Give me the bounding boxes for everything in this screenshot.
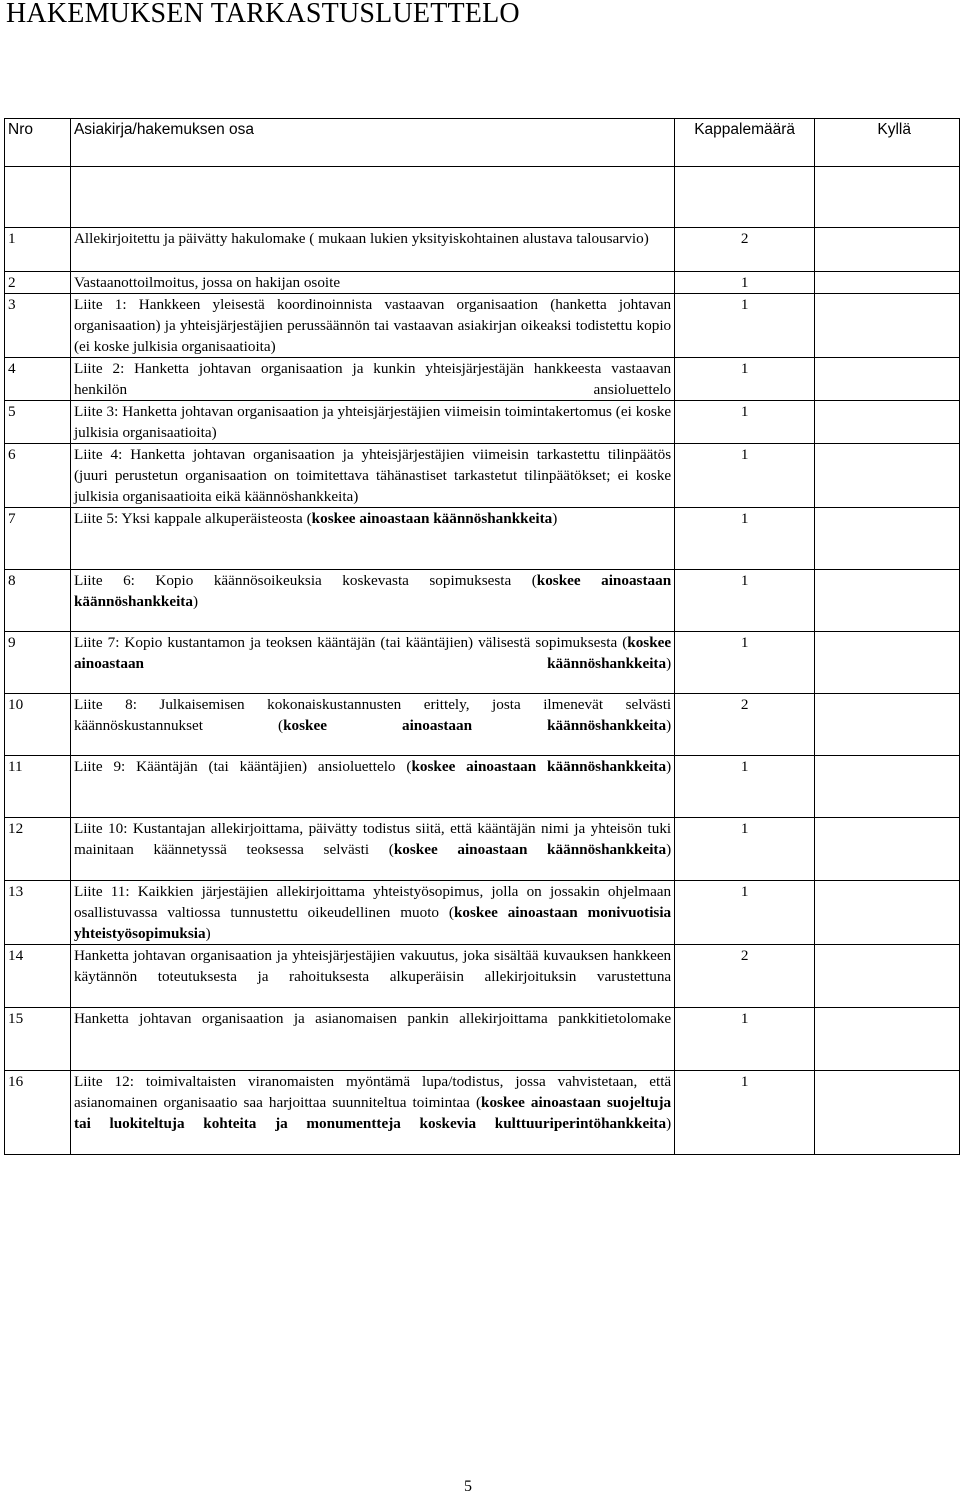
table-row	[5, 945, 960, 1008]
document-description	[70, 570, 674, 632]
yes-checkbox-cell[interactable]	[815, 818, 960, 881]
row-number: 9	[5, 632, 71, 694]
header-count: Kappalemäärä	[675, 119, 815, 167]
row-number: 8	[5, 570, 71, 632]
description-text: )	[666, 717, 672, 734]
table-row	[5, 1071, 960, 1155]
row-number: 5	[5, 401, 71, 444]
yes-checkbox-cell[interactable]	[815, 444, 960, 508]
table-header-row	[5, 119, 960, 167]
yes-checkbox-cell[interactable]	[815, 272, 960, 294]
document-description	[70, 1071, 674, 1155]
table-row	[5, 272, 960, 294]
table-row	[5, 818, 960, 881]
copy-count: 1	[675, 570, 815, 632]
table-row	[5, 570, 960, 632]
document-description	[70, 818, 674, 881]
blank-cell	[675, 167, 815, 228]
yes-checkbox-cell[interactable]	[815, 570, 960, 632]
copy-count: 1	[675, 401, 815, 444]
yes-checkbox-cell[interactable]	[815, 294, 960, 358]
row-number: 11	[5, 756, 71, 818]
document-description	[70, 272, 674, 294]
document-description	[70, 881, 674, 945]
copy-count: 1	[675, 756, 815, 818]
header-yes: Kyllä	[815, 119, 960, 167]
copy-count: 1	[675, 508, 815, 570]
table-row	[5, 881, 960, 945]
emphasis-text: koskee ainoastaan käännöshankkeita	[311, 510, 553, 527]
description-text: Liite 10: Kustantajan allekirjoittama, päivätty todistus siitä, että kääntäjän nimi ja yhteisön tuki mainitaan käännetyssä teoksessa selvästi (	[73, 820, 672, 858]
emphasis-text: koskee ainoastaan käännöshankkeita	[411, 758, 667, 775]
table-row	[5, 632, 960, 694]
blank-cell	[815, 167, 960, 228]
row-number: 3	[5, 294, 71, 358]
row-number: 1	[5, 228, 71, 272]
yes-checkbox-cell[interactable]	[815, 401, 960, 444]
document-description	[70, 294, 674, 358]
header-document: Asiakirja/hakemuksen osa	[70, 119, 674, 167]
description-text: Liite 11: Kaikkien järjestäjien allekirjoittama yhteistyösopimus, jolla on jossakin ohjelmaan osallistuvassa valtiossa tunnustettu oikeudellinen muoto (	[73, 883, 672, 921]
description-text: Liite 6: Kopio käännösoikeuksia koskevasta sopimuksesta (	[73, 572, 537, 589]
description-text: Hanketta johtavan organisaation ja asianomaisen pankin allekirjoittama pankkitietolomake	[73, 1010, 672, 1027]
yes-checkbox-cell[interactable]	[815, 694, 960, 756]
row-number: 14	[5, 945, 71, 1008]
table-row	[5, 508, 960, 570]
document-description	[70, 945, 674, 1008]
description-text: )	[192, 593, 199, 610]
document-description	[70, 632, 674, 694]
yes-checkbox-cell[interactable]	[815, 945, 960, 1008]
description-text: Vastaanottoilmoitus, jossa on hakijan osoite	[73, 274, 341, 291]
yes-checkbox-cell[interactable]	[815, 632, 960, 694]
description-text: )	[666, 655, 672, 672]
description-text: Liite 9: Kääntäjän (tai kääntäjien) ansioluettelo (	[73, 758, 412, 775]
row-number: 2	[5, 272, 71, 294]
table-row	[5, 228, 960, 272]
description-text: )	[666, 1115, 672, 1132]
description-text: )	[666, 841, 672, 858]
description-text: Liite 2: Hanketta johtavan organisaation ja kunkin yhteisjärjestäjän hankkeesta vastaavan henkilön ansioluettelo	[73, 360, 672, 398]
table-row	[5, 358, 960, 401]
copy-count: 2	[675, 694, 815, 756]
description-text: Allekirjoitettu ja päivätty hakulomake ( mukaan lukien yksityiskohtainen alustava talousarvio)	[73, 230, 649, 247]
emphasis-text: koskee ainoastaan käännöshankkeita	[73, 634, 672, 672]
description-text: Liite 5: Yksi kappale alkuperäisteosta (	[73, 510, 312, 527]
yes-checkbox-cell[interactable]	[815, 228, 960, 272]
page-number: 5	[464, 1478, 472, 1495]
description-text: Liite 3: Hanketta johtavan organisaation ja yhteisjärjestäjien viimeisin toimintakertomus (ei koske julkisia organisaatioita)	[73, 403, 672, 441]
emphasis-text: koskee ainoastaan käännöshankkeita	[73, 572, 672, 610]
copy-count: 1	[675, 358, 815, 401]
description-text: Liite 1: Hankkeen yleisestä koordinoinnista vastaavan organisaation (hanketta johtavan organisaation) ja yhteisjärjestäjien perussäännön tai vastaavan asiakirjan oikeaksi todistettu kopio (ei koske julkisia organisaatioita)	[73, 296, 672, 355]
copy-count: 1	[675, 881, 815, 945]
copy-count: 2	[675, 945, 815, 1008]
description-text: Hanketta johtavan organisaation ja yhteisjärjestäjien vakuutus, joka sisältää kuvauksen hankkeen käytännön toteutuksesta ja rahoituksesta alkuperäisin allekirjoituksin varustettuna	[73, 947, 672, 985]
header-nro: Nro	[5, 119, 71, 167]
page-title: HAKEMUKSEN TARKASTUSLUETTELO	[6, 0, 520, 29]
copy-count: 1	[675, 818, 815, 881]
description-text: Liite 8: Julkaisemisen kokonaiskustannusten erittely, josta ilmenevät selvästi käännöskustannukset (	[73, 696, 672, 734]
table-row	[5, 401, 960, 444]
row-number: 6	[5, 444, 71, 508]
table-row	[5, 294, 960, 358]
row-number: 12	[5, 818, 71, 881]
description-text: Liite 12: toimivaltaisten viranomaisten myöntämä lupa/todistus, jossa vahvistetaan, että asianomainen organisaatio saa harjoittaa suunniteltua toimintaa (	[73, 1073, 672, 1111]
description-text: )	[205, 925, 211, 942]
blank-row	[5, 167, 960, 228]
document-description	[70, 756, 674, 818]
table-body	[5, 228, 960, 1155]
emphasis-text: koskee ainoastaan monivuotisia yhteistyösopimuksia	[73, 904, 672, 942]
document-description	[70, 508, 674, 570]
row-number: 16	[5, 1071, 71, 1155]
yes-checkbox-cell[interactable]	[815, 881, 960, 945]
row-number: 13	[5, 881, 71, 945]
yes-checkbox-cell[interactable]	[815, 508, 960, 570]
row-number: 4	[5, 358, 71, 401]
document-description	[70, 1008, 674, 1071]
copy-count: 1	[675, 444, 815, 508]
document-description	[70, 358, 674, 401]
document-description	[70, 401, 674, 444]
row-number: 10	[5, 694, 71, 756]
description-text: Liite 4: Hanketta johtavan organisaation ja yhteisjärjestäjien viimeisin tarkastettu tilinpäätös (juuri perustetun organisaation on toimitettava tähänastiset tarkastetut tilinpäätökset; ei koske julkisia organisaatioita eikä käännöshankkeita)	[73, 446, 672, 505]
yes-checkbox-cell[interactable]	[815, 1008, 960, 1071]
yes-checkbox-cell[interactable]	[815, 358, 960, 401]
checklist-table	[4, 118, 960, 1155]
table-row	[5, 444, 960, 508]
document-description	[70, 444, 674, 508]
copy-count: 2	[675, 228, 815, 272]
copy-count: 1	[675, 1071, 815, 1155]
table-row	[5, 1008, 960, 1071]
copy-count: 1	[675, 294, 815, 358]
emphasis-text: koskee ainoastaan käännöshankkeita	[393, 841, 667, 858]
description-text: )	[666, 758, 672, 775]
yes-checkbox-cell[interactable]	[815, 1071, 960, 1155]
row-number: 15	[5, 1008, 71, 1071]
table-row	[5, 756, 960, 818]
emphasis-text: koskee ainoastaan suojeltuja tai luokiteltuja kohteita ja monumentteja koskevia kulttuuriperintöhankkeita	[73, 1094, 672, 1132]
copy-count: 1	[675, 1008, 815, 1071]
blank-cell	[70, 167, 674, 228]
copy-count: 1	[675, 272, 815, 294]
table-row	[5, 694, 960, 756]
emphasis-text: koskee ainoastaan käännöshankkeita	[283, 717, 667, 734]
document-description	[70, 228, 674, 272]
description-text: )	[552, 510, 558, 527]
yes-checkbox-cell[interactable]	[815, 756, 960, 818]
row-number: 7	[5, 508, 71, 570]
document-description	[70, 694, 674, 756]
description-text: Liite 7: Kopio kustantamon ja teoksen kääntäjän (tai kääntäjien) välisestä sopimuksesta (	[73, 634, 628, 651]
copy-count: 1	[675, 632, 815, 694]
blank-cell	[5, 167, 71, 228]
